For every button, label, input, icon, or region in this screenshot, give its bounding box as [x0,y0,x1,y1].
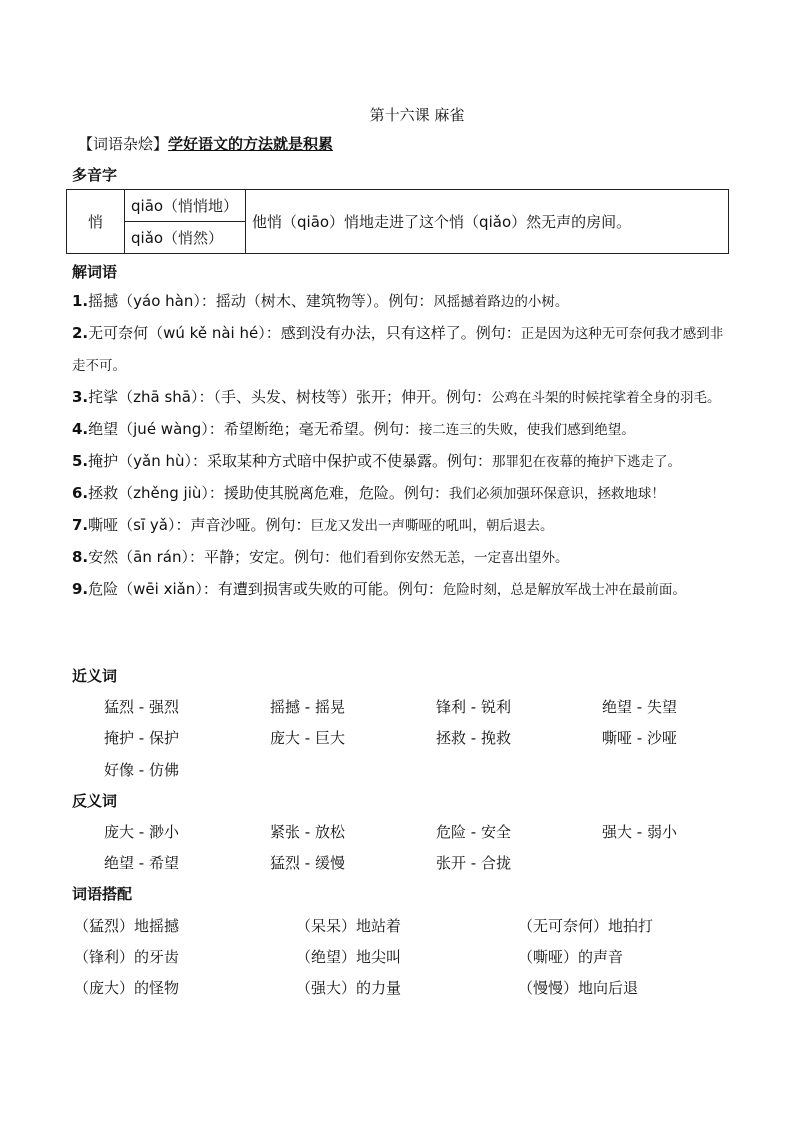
polyphone-heading: 多音字 [72,166,118,184]
collocation: （庞大）的怪物 [74,979,180,997]
synonym-row [0,759,794,789]
antonyms-heading: 反义词 [72,792,118,810]
page-title: 第十六课 麻雀 [369,106,465,124]
synonym-row [0,727,794,757]
section-header [78,133,333,154]
synonym-pair: 庞大 - 巨大 [270,729,345,747]
collocation: （嘶哑）的声音 [518,948,624,966]
antonym-row [0,852,794,882]
synonym-pair: 掩护 - 保护 [104,729,179,747]
collocations-heading: 词语搭配 [72,885,133,903]
vocab-item: 5.掩护（yǎn hù）：采取某种方式暗中保护或不使暴露。例句：那罪犯在夜幕的掩护下逃走了。 [72,452,682,470]
vocab-heading: 解词语 [72,263,118,281]
synonym-pair: 猛烈 - 强烈 [104,698,179,716]
vocab-item: 3.挓挲（zhā shā）：（手、头发、树枝等）张开；伸开。例句：公鸡在斗架的时候挓挲着全身的羽毛。 [72,388,721,406]
antonym-row [0,821,794,851]
collocation-row [0,946,794,976]
collocation: （绝望）地尖叫 [296,948,402,966]
polyphone-char: 悄 [67,190,125,254]
synonyms-heading: 近义词 [72,667,118,685]
collocation: （锋利）的牙齿 [74,948,180,966]
vocab-item: 2.无可奈何（wú kě nài hé）：感到没有办法，只有这样了。例句：正是因为这种无可奈何我才感到非走不可。 [72,324,724,374]
polyphone-table [66,189,729,254]
antonym-pair: 庞大 - 渺小 [104,823,179,841]
section-motto: 学好语文的方法就是积累 [168,135,334,153]
collocation: （强大）的力量 [296,979,402,997]
synonym-pair: 绝望 - 失望 [602,698,677,716]
synonym-pair: 锋利 - 锐利 [436,698,511,716]
antonym-pair: 强大 - 弱小 [602,823,677,841]
collocation: （呆呆）地站着 [296,917,402,935]
vocab-item: 9.危险（wēi xiǎn）：有遭到损害或失败的可能。例句：危险时刻，总是解放军战士冲在最前面。 [72,580,686,598]
synonym-pair: 嘶哑 - 沙哑 [602,729,677,747]
collocation: （无可奈何）地拍打 [518,917,654,935]
vocab-item: 8.安然（ān rán）：平静；安定。例句：他们看到你安然无恙，一定喜出望外。 [72,548,569,566]
vocab-item: 4.绝望（jué wàng）：希望断绝；毫无希望。例句：接二连三的失败，使我们感到绝望。 [72,420,635,438]
collocation-row [0,977,794,1007]
section-label: 【词语杂烩】 [78,135,169,153]
reading-1: qiāo（悄悄地） [125,190,246,222]
synonym-pair: 好像 - 仿佛 [104,761,179,779]
vocab-item: 6.拯救（zhěng jiù）：援助使其脱离危难，危险。例句：我们必须加强环保意识，拯救地球！ [72,484,665,502]
collocation-row [0,915,794,945]
synonym-pair: 拯救 - 挽救 [436,729,511,747]
synonym-row [0,696,794,726]
reading-2: qiǎo（悄然） [125,222,246,254]
antonym-pair: 危险 - 安全 [436,823,511,841]
vocab-item: 1.摇撼（yáo hàn）：摇动（树木、建筑物等）。例句：风摇撼着路边的小树。 [72,292,569,310]
antonym-pair: 紧张 - 放松 [270,823,345,841]
collocation: （慢慢）地向后退 [518,979,639,997]
vocab-list [72,286,727,606]
collocation: （猛烈）地摇撼 [74,917,180,935]
antonym-pair: 张开 - 合拢 [436,854,511,872]
antonym-pair: 绝望 - 希望 [104,854,179,872]
synonym-pair: 摇撼 - 摇晃 [270,698,345,716]
antonym-pair: 猛烈 - 缓慢 [270,854,345,872]
polyphone-sentence: 他悄（qiāo）悄地走进了这个悄（qiǎo）然无声的房间。 [246,190,729,254]
vocab-item: 7.嘶哑（sī yǎ）：声音沙哑。例句：巨龙又发出一声嘶哑的吼叫，朝后退去。 [72,516,554,534]
